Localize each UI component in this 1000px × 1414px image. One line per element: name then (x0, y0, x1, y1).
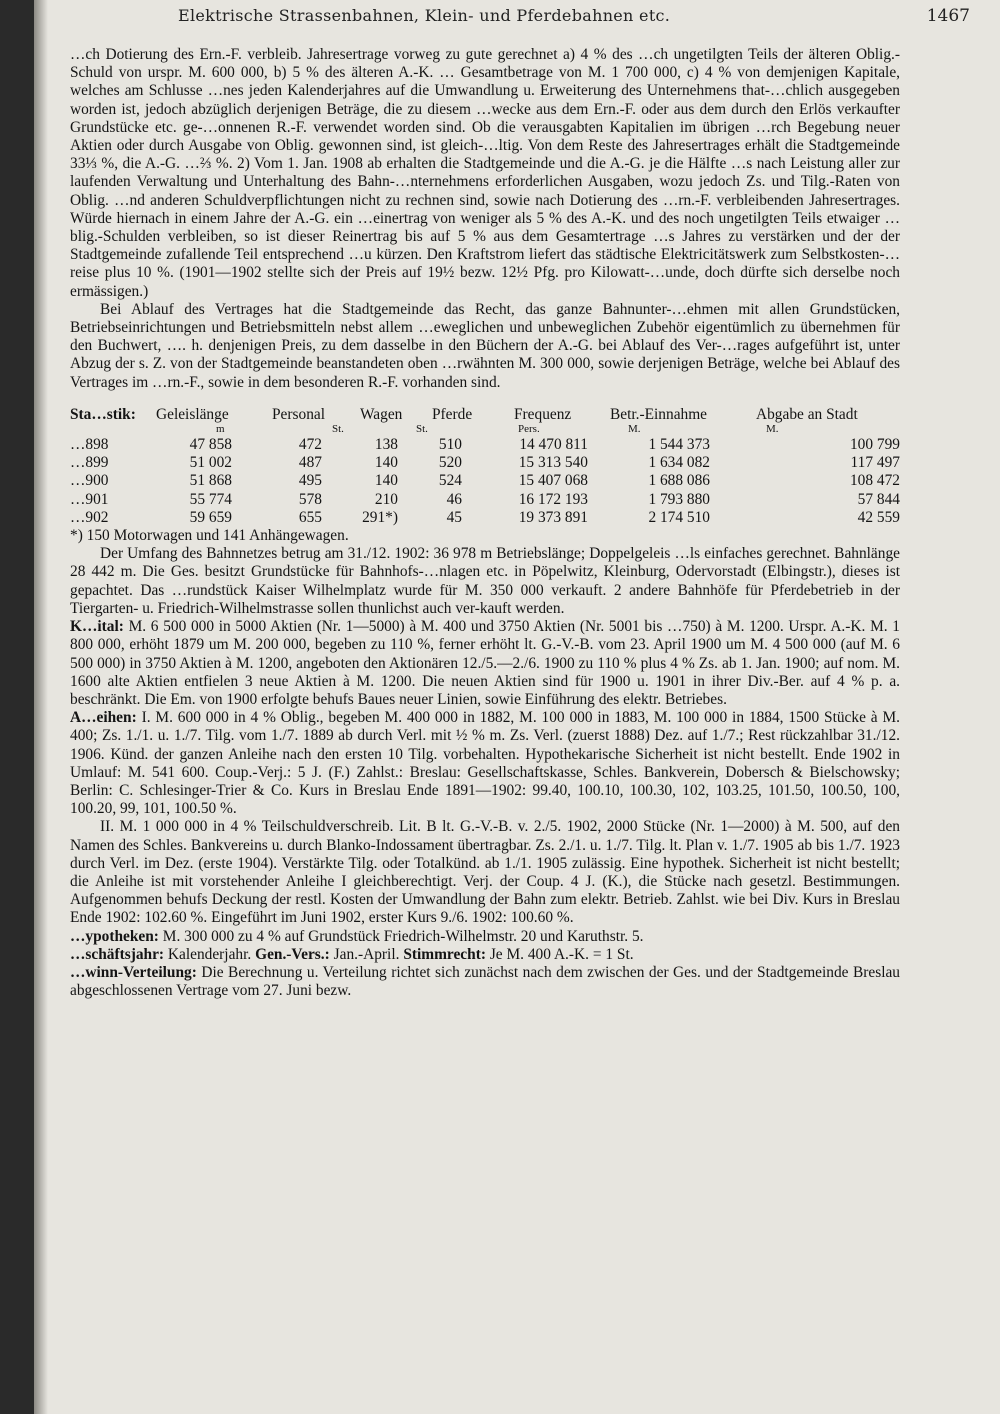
geschaeftsjahr-label: …schäftsjahr: (70, 945, 165, 963)
gewinn-label: …winn-Verteilung: (70, 963, 197, 981)
statistics-header (70, 406, 900, 424)
page-header (74, 6, 970, 28)
col-header-personal: Personal (272, 405, 326, 423)
running-title: Elektrische Strassenbahnen, Klein- und Pferdebahnen etc. (178, 6, 671, 25)
paragraph-anleihen-2: II. M. 1 000 000 in 4 % Teilschuldverschreib. Lit. B lt. G.-V.-B. v. 2./5. 1902, 2000 Stücke (Nr. 1—2000) à M. 500, auf den Namen des Schles. Bankvereins u. durch Blanko-Indossament übertragbar. Zs. 2./1. u. 1./7. Tilg. lt. Plan v. 1./7. 1905 ab bis 1./7. 1923 durch Verl. im Dez. (erste 1904). Verstärkte Tilg. oder Totalkünd. ab 1./1. 1905 zulässig. Eine hypothek. Sicherheit ist nicht bestellt; die Anleihe ist mit vorstehender Anleihe I gleichberechtigt. Verj. der Coup. 4 J. (K.), die Stücke nach gesetzl. Bestimmungen. Aufgenommen behufs Deckung der restl. Kosten der Umwandlung der Bahn zum elektr. Betrieb. Zahlst. wie bei Div. Kurs in Breslau Ende 1902: 102.60 %. Eingeführt im Juni 1902, erster Kurs 9./6. 1902: 100.60 %. (70, 818, 900, 927)
genvers-text: Jan.-April. (333, 945, 400, 963)
col-header-abgabe: Abgabe an Stadt (756, 405, 858, 423)
table-row: …901 55 774 578 210 46 16 172 193 1 793 880 57 844 (70, 490, 900, 508)
kapital-label: K…ital: (70, 618, 124, 636)
paragraph-gewinn (70, 964, 900, 1000)
stimmrecht-text: Je M. 400 A.-K. = 1 St. (489, 945, 634, 963)
statistics-table (70, 436, 900, 527)
statistics-units (70, 424, 900, 434)
col-header-geleislaenge: Geleislänge (156, 405, 229, 423)
col-header-pferde: Pferde (432, 405, 473, 423)
paragraph-kapital (70, 618, 900, 709)
table-row: …899 51 002 487 140 520 15 313 540 1 634 082 117 497 (70, 454, 900, 472)
unit-pferde: St. (416, 423, 428, 436)
unit-geleislaenge: m (216, 423, 225, 436)
paragraph-hypotheken (70, 928, 900, 946)
unit-abgabe: M. (766, 423, 779, 436)
table-row: …900 51 868 495 140 524 15 407 068 1 688 086 108 472 (70, 472, 900, 490)
unit-frequenz: Pers. (518, 423, 540, 436)
paragraph-dividend-rules: …ch Dotierung des Ern.-F. verbleib. Jahresertrage vorweg zu gute gerechnet a) 4 % des …ch ungetilgten Teils der älteren Oblig.-Schuld von urspr. M. 600 000, b) 5 % des älteren A.-K. … Gesamtbetrage von M. 1 700 000, c) 4 % von demjenigen Kapitale, welches am Schlusse …nes jeden Kalenderjahres auf die Umwandlung u. Erweiterung des Unternehmens that-…chlich ausgegeben worden ist, jedoch abzüglich derjenigen Beträge, die zu diesem …wecke aus dem Ern.-F. oder aus dem durch den Erlös verkaufter Grundstücke etc. ge-…onnenen R.-F. verwendet worden sind. Ob die verausgabten Kapitalien im übrigen …rch Begebung neuer Aktien oder durch Ausgabe von Oblig. gewonnen sind, ist gleich-…ltig. Von dem Reste des Jahresertrages erhält die Stadtgemeinde 33⅓ %, die A.-G. …⅔ %. 2) Vom 1. Jan. 1908 ab erhalten die Stadtgemeinde und die A.-G. je die Hälfte …s nach Leistung aller zur laufenden Verwaltung und Unterhaltung des Bahn-…nternehmens erforderlichen Ausgaben, wozu jedoch Zs. und Tilg.-Raten von Oblig. …nd anderen Schuldverpflichtungen nicht zu rechnen sind, sowie nach Dotierung des …rn.-F. verbleibenden Jahresertrages. Würde hiernach in einem Jahre der A.-G. ein …einertrag von weniger als 5 % des A.-K. und des noch ungetilgten Teils etwaiger …blig.-Schulden verbleiben, so ist dieser Reinertrag bis auf 5 % aus dem Gesamtertrage …s Jahres zu verstärken und der der Stadtgemeinde zufallende Teil entsprechend …u kürzen. Den Kraftstrom liefert das städtische Elektricitätswerk zum Selbstkosten-…reise plus 10 %. (1901—1902 stellte sich der Preis auf 19½ bezw. 12½ Pfg. pro Kilowatt-…unde, doch dürfte sich derselbe noch ermässigen.) (70, 46, 900, 300)
unit-wagen: St. (332, 423, 344, 436)
genvers-label: Gen.-Vers.: (255, 945, 330, 963)
scanned-page (34, 0, 1000, 1414)
col-header-frequenz: Frequenz (514, 405, 572, 423)
page-body (70, 46, 900, 1000)
paragraph-geschaeftsjahr (70, 946, 900, 964)
hypotheken-label: …ypotheken: (70, 927, 159, 945)
col-header-wagen: Wagen (360, 405, 403, 423)
paragraph-network-extent: Der Umfang des Bahnnetzes betrug am 31./12. 1902: 36 978 m Betriebslänge; Doppelgeleis …ls einfaches gerechnet. Bahnlänge 28 442 m. Die Ges. besitzt Grundstücke für Bahnhofs-…nlagen etc. in Pöpelwitz, Kleinburg, Odervorstadt (Elbingstr.), dieses ist gepachtet. Das …rundstück Kaiser Wilhelmplatz wurde für M. 350 000 verkauft. 2 andere Bahnhöfe für Pferdebetrieb in der Tiergarten- u. Friedrich-Wilhelmstrasse sollen thunlichst auch ver-kauft werden. (70, 545, 900, 617)
geschaeftsjahr-text: Kalenderjahr. (167, 945, 252, 963)
kapital-text: M. 6 500 000 in 5000 Aktien (Nr. 1—5000) à M. 400 und 3750 Aktien (Nr. 5001 bis …750) à M. 1200. Urspr. A.-K. M. 1 800 000, erhöht 1879 um M. 200 000, begeben zu 110 %, ferner erhöht lt. G.-V.-B. vom 23. April 1900 um M. 4 500 000 (auf M. 6 500 000) in 3750 Aktien à M. 1200, angeboten den Aktionären 12./5.—2./6. 1900 zu 110 % plus 4 % Zs. ab 1. Jan. 1900; auf nom. M. 1600 alte Aktien entfielen 3 neue Aktien à M. 1200. Die neuen Aktien sind für 1900 u. 1901 in ihrer Div.-Ber. auf 4 % p. a. beschränkt. Die Em. von 1900 erfolgte behufs Baues neuer Linien, sowie Einführung des elektr. Betriebes. (70, 618, 900, 708)
anleihen-text-1: I. M. 600 000 in 4 % Oblig., begeben M. 400 000 in 1882, M. 100 000 in 1883, M. 100 000 in 1884, 1500 Stücke à M. 400; Zs. 1./1. u. 1./7. Tilg. vom 1./7. 1889 ab durch Verl. mit ½ % m. Zs. Verl. (zuerst 1888) Dez. auf 1./7.; Rest rückzahlbar 31./12. 1906. Künd. der ganzen Anleihe nach den ersten 10 Tilg. vorbehalten. Hypothekarische Sicherheit ist nicht bestellt. Ende 1902 in Umlauf: M. 541 600. Coup.-Verj.: 5 J. (F.) Zahlst.: Breslau: Gesellschaftskasse, Schles. Bankverein, Dobersch & Bielschowsky; Berlin: C. Schlesinger-Trier & Co. Kurs in Breslau Ende 1891—1902: 99.40, 100.10, 100.30, 102, 103.25, 101.50, 100.50, 100, 100.20, 99, 101, 100.50 %. (70, 709, 900, 818)
anleihen-label: A…eihen: (70, 709, 137, 727)
table-row: …902 59 659 655 291*) 45 19 373 891 2 174 510 42 559 (70, 508, 900, 526)
unit-betr-einnahme: M. (628, 423, 641, 436)
statistics-section (70, 406, 900, 545)
binding-shadow (34, 0, 48, 1414)
table-row: …898 47 858 472 138 510 14 470 811 1 544 373 100 799 (70, 436, 900, 454)
statistics-footnote: *) 150 Motorwagen und 141 Anhängewagen. (70, 527, 349, 545)
col-header-betr-einnahme: Betr.-Einnahme (610, 405, 708, 423)
hypotheken-text: M. 300 000 zu 4 % auf Grundstück Friedrich-Wilhelmstr. 20 und Karuthstr. 5. (162, 927, 644, 945)
paragraph-contract-expiry: Bei Ablauf des Vertrages hat die Stadtgemeinde das Recht, das ganze Bahnunter-…ehmen mit allen Grundstücken, Betriebseinrichtungen und Betriebsmitteln nebst allem …eweglichen und unbeweglichen Zubehör eigentümlich zu übernehmen für den Buchwert, …. h. denjenigen Preis, zu dem dasselbe in den Büchern der A.-G. bei Ablauf des Ver-…rages aufgeführt ist, unter Abzug der s. Z. von der Stadtgemeinde beanstandeten oben …rwähnten M. 300 000, sowie derjenigen Beträge, welche bei Ablauf des Vertrages im …rn.-F., sowie in dem besonderen R.-F. vorhanden sind. (70, 300, 900, 391)
page-number: 1467 (926, 6, 970, 26)
stimmrecht-label: Stimmrecht: (403, 945, 486, 963)
paragraph-anleihen (70, 709, 900, 818)
gewinn-text: Die Berechnung u. Verteilung richtet sich zunächst nach dem zwischen der Ges. und der Stadtgemeinde Breslau abgeschlossenen Vertrage vom 27. Juni bezw. (70, 963, 900, 1000)
statistics-label: Sta…stik: (70, 405, 136, 423)
